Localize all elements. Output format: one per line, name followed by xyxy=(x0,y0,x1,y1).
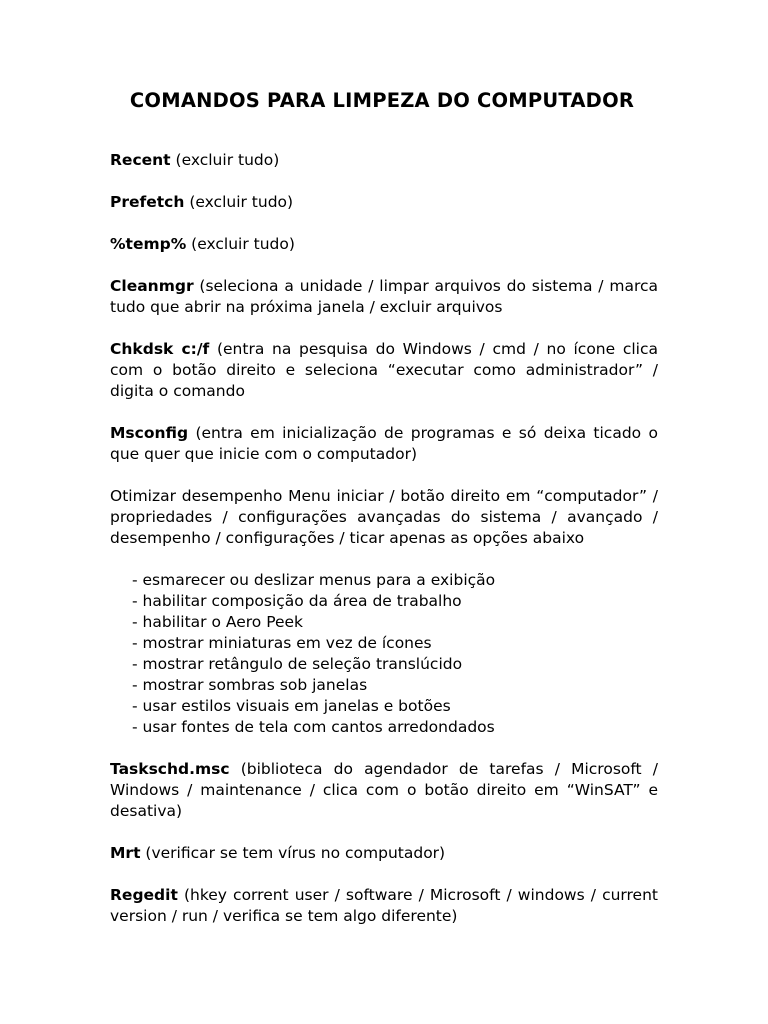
list-item: - esmarecer ou deslizar menus para a exibição xyxy=(132,571,496,589)
list-item: - usar fontes de tela com cantos arredondados xyxy=(132,718,495,736)
entry-chkdsk xyxy=(110,339,658,402)
performance-instructions: Otimizar desempenho Menu iniciar / botão direito em “computador” / propriedades / configurações avançadas do sistema / avançado / desempenho / configurações / ticar apenas as opções abaixo xyxy=(110,487,658,547)
command-name: Taskschd.msc xyxy=(110,760,230,778)
entry-taskschd xyxy=(110,759,658,822)
list-item: - habilitar o Aero Peek xyxy=(132,613,304,631)
command-description: (seleciona a unidade / limpar arquivos do sistema / marca tudo que abrir na próxima janela / excluir arquivos xyxy=(110,277,658,316)
entry-cleanmgr xyxy=(110,276,658,318)
document-title: COMANDOS PARA LIMPEZA DO COMPUTADOR xyxy=(129,89,635,112)
document-page xyxy=(110,88,658,948)
command-description: (hkey corrent user / software / Microsoft / windows / current version / run / verifica se tem algo diferente) xyxy=(110,886,658,925)
entry-mrt xyxy=(110,843,658,864)
command-name: Cleanmgr xyxy=(110,277,194,295)
entry-regedit xyxy=(110,885,658,927)
list-item: - habilitar composição da área de trabalho xyxy=(132,592,462,610)
entry-prefetch xyxy=(110,192,658,213)
command-description: (excluir tudo) xyxy=(170,151,280,169)
command-name: Chkdsk c:/f xyxy=(110,340,210,358)
list-item: - mostrar miniaturas em vez de ícones xyxy=(132,634,432,652)
command-description: (entra em inicialização de programas e só deixa ticado o que quer que inicie com o computador) xyxy=(110,424,658,463)
command-name: %temp% xyxy=(110,235,187,253)
command-name: Prefetch xyxy=(110,193,185,211)
list-item: - usar estilos visuais em janelas e botões xyxy=(132,697,451,715)
list-item: - mostrar sombras sob janelas xyxy=(132,676,368,694)
command-name: Regedit xyxy=(110,886,178,904)
entry-temp xyxy=(110,234,658,255)
command-description: (entra na pesquisa do Windows / cmd / no ícone clica com o botão direito e seleciona “executar como administrador” / digita o comando xyxy=(110,340,658,400)
entry-msconfig xyxy=(110,423,658,465)
command-name: Recent xyxy=(110,151,171,169)
command-description: (excluir tudo) xyxy=(186,235,295,253)
command-name: Mrt xyxy=(110,844,141,862)
command-description: (verificar se tem vírus no computador) xyxy=(140,844,446,862)
entry-recent xyxy=(110,150,658,171)
command-description: (biblioteca do agendador de tarefas / Microsoft / Windows / maintenance / clica com o botão direito em “WinSAT” e desativa) xyxy=(110,760,658,820)
list-item: - mostrar retângulo de seleção translúcido xyxy=(132,655,463,673)
performance-options-list xyxy=(110,570,658,738)
command-name: Msconfig xyxy=(110,424,189,442)
command-description: (excluir tudo) xyxy=(184,193,294,211)
